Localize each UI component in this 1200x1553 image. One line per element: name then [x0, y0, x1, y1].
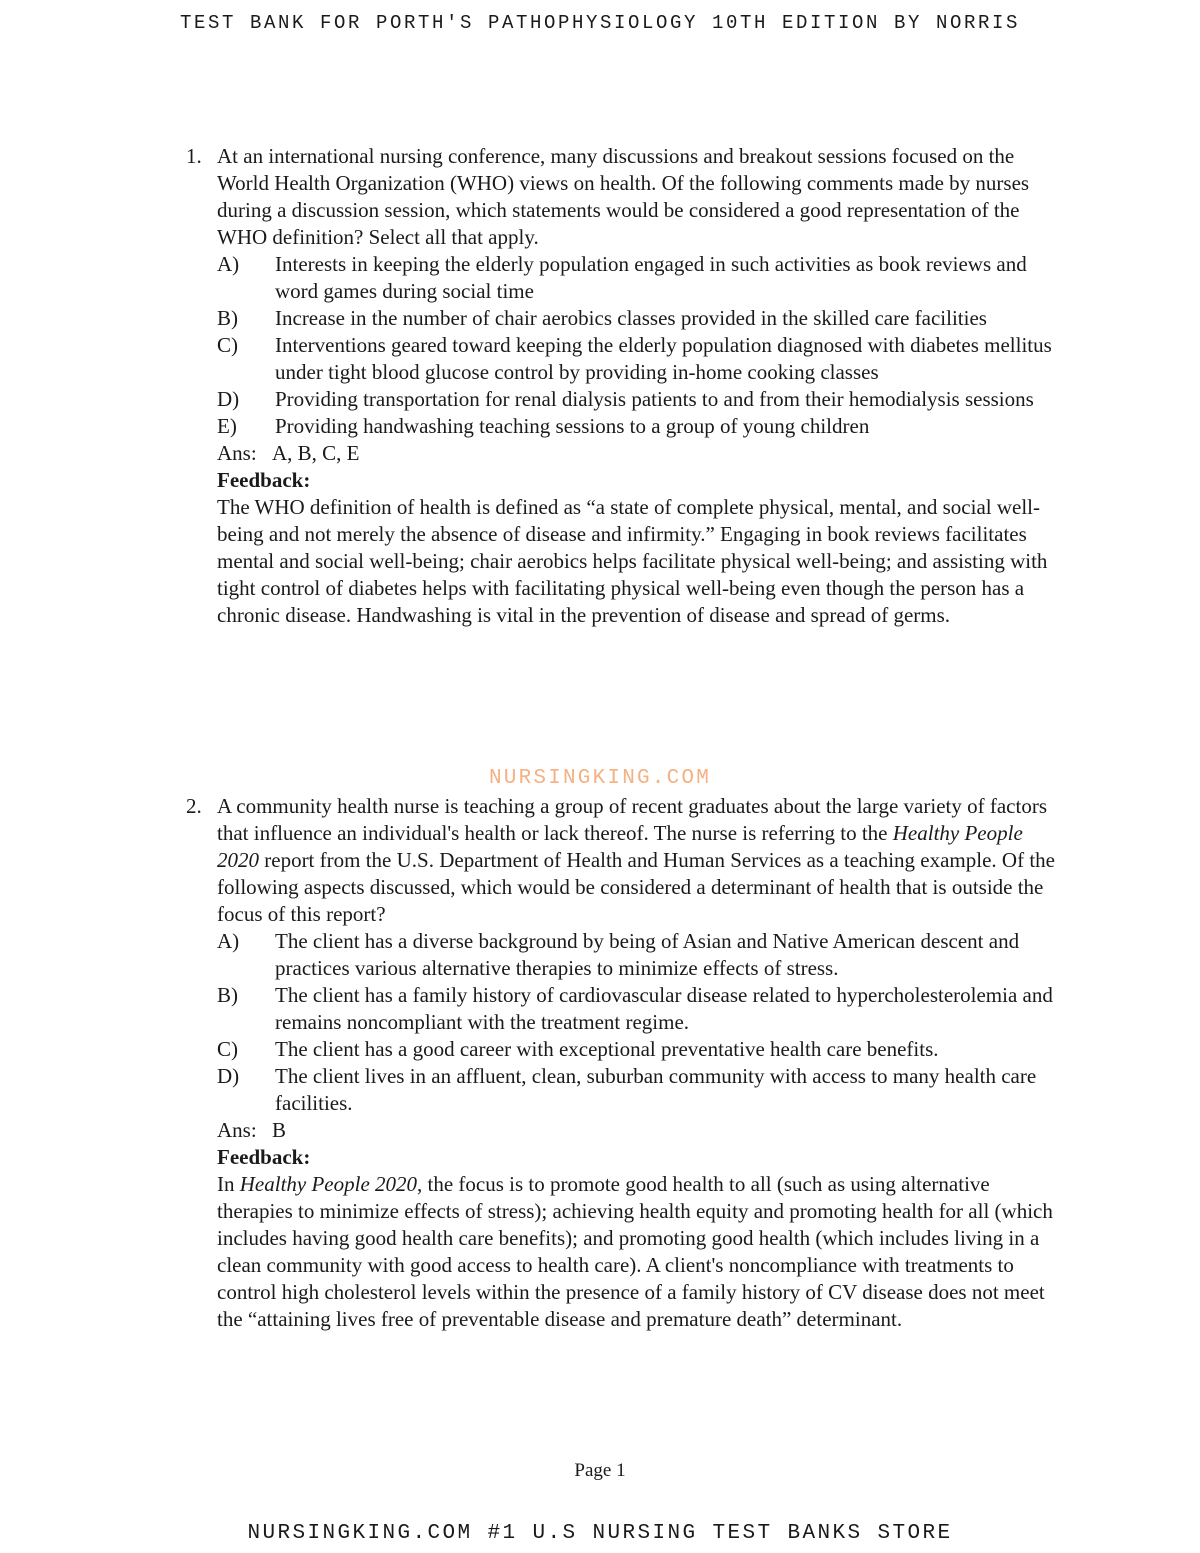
question-body: [217, 143, 1059, 629]
feedback-part: In: [217, 1172, 240, 1196]
question-stem: At an international nursing conference, many discussions and breakout sessions focused on the World Health Organization (WHO) views on health. Of the following comments made by nurses during a discussion session, which statements would be considered a good representation of the WHO definition? Select all that apply.: [217, 144, 1030, 249]
option-a: [217, 251, 1059, 305]
option-text: Increase in the number of chair aerobics classes provided in the skilled care facilities: [275, 306, 987, 330]
question-number: 1.: [186, 144, 202, 168]
option-letter: A): [217, 929, 240, 953]
answer-line: [217, 440, 1059, 467]
running-footer: NURSINGKING.COM #1 U.S NURSING TEST BANKS STORE: [247, 1522, 953, 1545]
feedback-emphasis: Healthy People 2020: [239, 1172, 418, 1196]
option-text: Interventions geared toward keeping the elderly population diagnosed with diabetes mellitus under tight blood glucose control by providing in-home cooking classes: [275, 333, 1052, 384]
feedback-heading: Feedback:: [217, 468, 311, 492]
page-number: Page 1: [574, 1460, 626, 1481]
option-text: Providing handwashing teaching sessions to a group of young children: [275, 414, 870, 438]
feedback-text: [217, 1171, 1059, 1333]
running-header: TEST BANK FOR PORTH'S PATHOPHYSIOLOGY 10TH EDITION BY NORRIS: [179, 12, 1021, 34]
option-text: The client has a family history of cardiovascular disease related to hypercholesterolemia and remains noncompliant with the treatment regime.: [275, 983, 1053, 1034]
option-letter: C): [217, 1037, 238, 1061]
option-letter: D): [217, 1064, 240, 1088]
option-b: [217, 305, 1059, 332]
option-d: [217, 1063, 1059, 1117]
option-text: The client has a good career with exceptional preventative health care benefits.: [275, 1037, 939, 1061]
option-text: Providing transportation for renal dialysis patients to and from their hemodialysis sessions: [275, 387, 1034, 411]
watermark: NURSINGKING.COM: [488, 767, 712, 790]
options-list: [217, 928, 1059, 1117]
option-text: The client lives in an affluent, clean, suburban community with access to many health care facilities.: [275, 1064, 1037, 1115]
feedback-heading: Feedback:: [217, 1145, 311, 1169]
feedback-part: , the focus is to promote good health to all (such as using alternative therapies to minimize effects of stress); achieving health equity and promoting health for all (which includes having good health care benefits); and promoting good health (which includes living in a clean community with good access to health care). A client's noncompliance with treatments to control high cholesterol levels within the presence of a family history of CV disease does not meet the “attaining lives free of preventable disease and premature death” determinant.: [217, 1172, 1053, 1331]
option-letter: B): [217, 306, 238, 330]
option-a: [217, 928, 1059, 982]
answer-label: Ans:: [217, 441, 257, 465]
question-number: 2.: [186, 794, 202, 818]
stem-text: A community health nurse is teaching a group of recent graduates about the large variety of factors that influence an individual's health or lack thereof. The nurse is referring to the: [217, 794, 1047, 845]
answer-value: A, B, C, E: [272, 441, 360, 465]
option-letter: A): [217, 252, 240, 276]
option-letter: E): [217, 414, 237, 438]
option-c: [217, 1036, 1059, 1063]
answer-label: Ans:: [217, 1118, 257, 1142]
option-text: Interests in keeping the elderly population engaged in such activities as book reviews and word games during social time: [275, 252, 1027, 303]
question-body: [217, 793, 1059, 1333]
option-b: [217, 982, 1059, 1036]
stem-text: report from the U.S. Department of Health and Human Services as a teaching example. Of the following aspects discussed, which would be considered a determinant of health that is outside the focus of this report?: [217, 848, 1055, 926]
feedback-text: The WHO definition of health is defined as “a state of complete physical, mental, and social well-being and not merely the absence of disease and infirmity.” Engaging in book reviews facilitates mental and social well-being; chair aerobics helps facilitate physical well-being; and assisting with tight control of diabetes helps with facilitating physical well-being even though the person has a chronic disease. Handwashing is vital in the prevention of disease and spread of germs.: [217, 495, 1048, 627]
option-c: [217, 332, 1059, 386]
answer-value: B: [272, 1118, 287, 1142]
options-list: [217, 251, 1059, 440]
option-text: The client has a diverse background by being of Asian and Native American descent and practices various alternative therapies to minimize effects of stress.: [275, 929, 1020, 980]
option-e: [217, 413, 1059, 440]
option-letter: C): [217, 333, 238, 357]
stem-emphasis: Healthy People 2020: [217, 821, 1023, 872]
option-letter: B): [217, 983, 238, 1007]
question-stem: [217, 793, 1059, 928]
option-letter: D): [217, 387, 240, 411]
answer-line: [217, 1117, 1059, 1144]
option-d: [217, 386, 1059, 413]
